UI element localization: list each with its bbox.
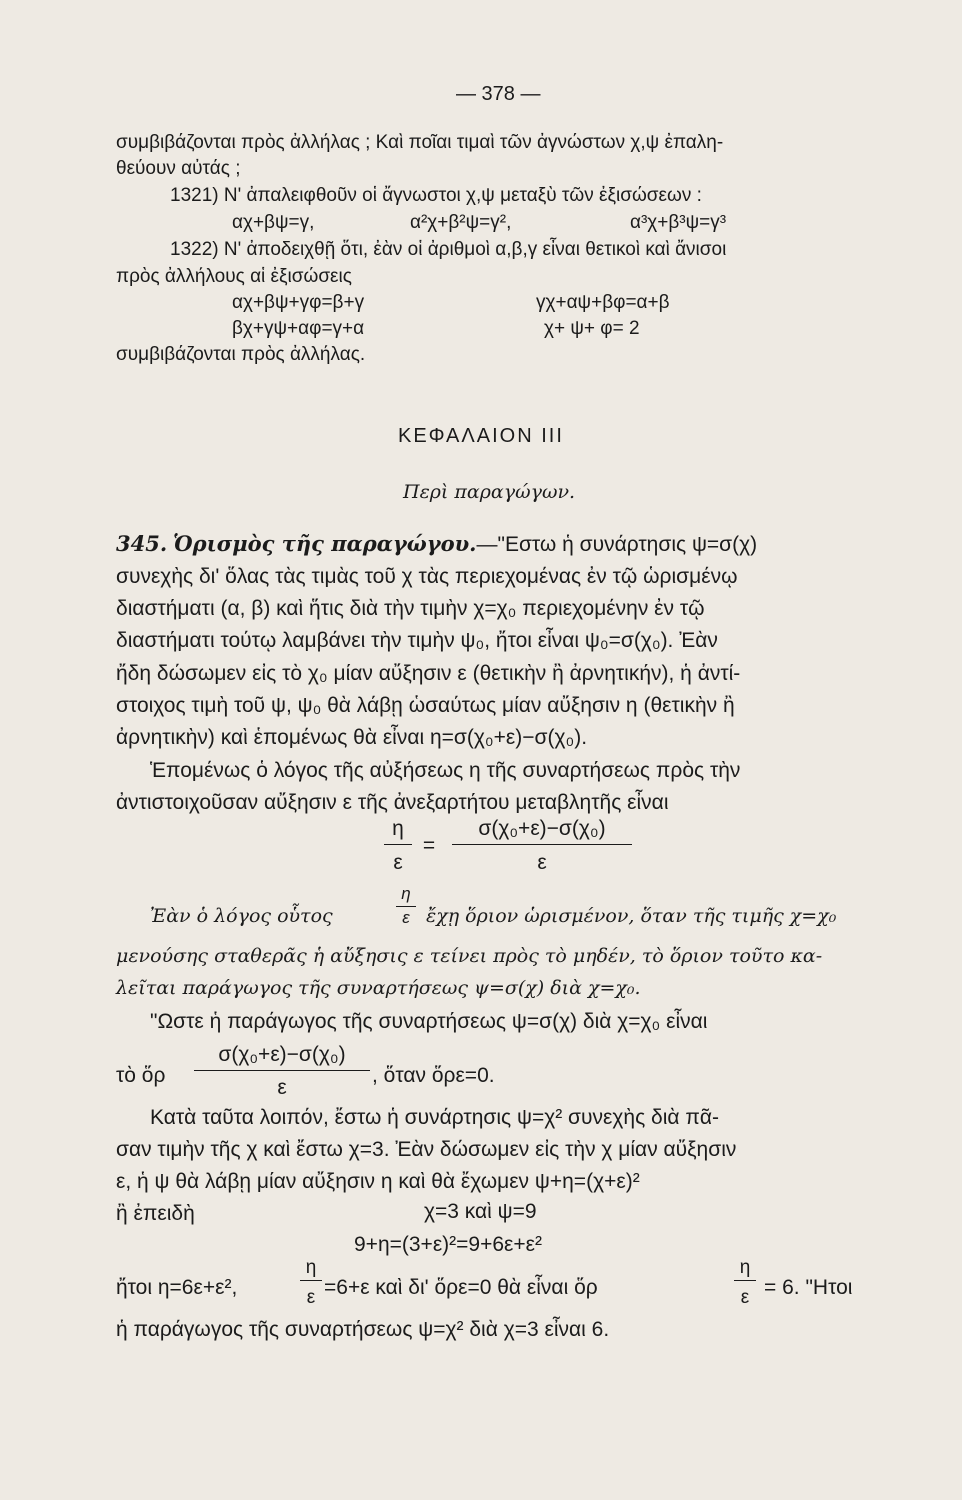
text-line: διαστήματι τούτῳ λαμβάνει τὴν τιμὴν ψ₀, ἤτοι εἶναι ψ₀=σ(χ₀). Ἐὰν: [116, 629, 718, 652]
text-line: διαστήματι (α, β) καὶ ἥτις διὰ τὴν τιμὴν χ=χ₀ περιεχομένην ἐν τῷ: [116, 597, 705, 620]
exercise-1321: 1321) Ν' ἀπαλειφθοῦν οἱ ἄγνωστοι χ,ψ μεταξὺ τῶν ἐξισώσεων :: [170, 185, 702, 206]
text-line: "Ωστε ἡ παράγωγος τῆς συναρτήσεως ψ=σ(χ) διὰ χ=χ₀ εἶναι: [150, 1010, 708, 1033]
fraction-denominator: ε: [402, 908, 410, 927]
text-line: ἢ ἐπειδὴ: [116, 1202, 195, 1225]
equation: αχ+βψ+γφ=β+γ: [232, 292, 365, 313]
fraction-numerator: η: [392, 817, 404, 840]
text-line: =6+ε καὶ δι' ὅρε=0 θὰ εἶναι ὅρ: [324, 1276, 598, 1299]
text-line: = 6. "Ητοι: [764, 1276, 853, 1299]
section-number: 345.: [116, 531, 168, 556]
page-number: — 378 —: [456, 83, 541, 105]
fraction-bar: [452, 844, 632, 845]
fraction-bar: [396, 906, 416, 907]
section-first-line: —"Εστω ἡ συνάρτησις ψ=σ(χ): [476, 533, 758, 556]
fraction-denominator: ε: [277, 1076, 287, 1099]
text-line: τὸ ὅρ: [116, 1064, 166, 1087]
fraction-numerator: η: [305, 1257, 317, 1278]
fraction-denominator: ε: [306, 1287, 316, 1308]
text-line: σαν τιμὴν τῆς χ καὶ ἔστω χ=3. Ἐὰν δώσωμεν εἰς τὴν χ μίαν αὔξησιν: [116, 1138, 737, 1161]
equation: χ+ ψ+ φ= 2: [544, 318, 640, 339]
equals-sign: =: [422, 834, 436, 857]
equation: βχ+γψ+αφ=γ+α: [232, 318, 365, 339]
text-line: συμβιβάζονται πρὸς ἀλλήλας ; Καὶ ποῖαι τιμαὶ τῶν ἀγνώστων χ,ψ ἐπαλη-: [116, 132, 724, 153]
fraction-denominator: ε: [537, 851, 547, 874]
text-line: , ὅταν ὅρε=0.: [372, 1064, 495, 1087]
fraction-bar: [194, 1070, 370, 1071]
text-line: συνεχὴς δι' ὅλας τὰς τιμὰς τοῦ χ τὰς περιεχομένας ἐν τῷ ὡρισμένῳ: [116, 565, 738, 588]
text-line: Κατὰ ταῦτα λοιπόν, ἔστω ἡ συνάρτησις ψ=χ² συνεχὴς διὰ πᾶ-: [150, 1106, 719, 1129]
fraction-bar: [300, 1280, 322, 1281]
equation: α³χ+β³ψ=γ³: [630, 212, 727, 233]
text-line: συμβιβάζονται πρὸς ἀλλήλας.: [116, 344, 366, 365]
fraction-numerator: η: [739, 1257, 751, 1278]
chapter-subtitle: Περὶ παραγώγων.: [403, 481, 576, 503]
fraction-numerator: η: [401, 884, 411, 903]
section-title: Ὁρισμὸς τῆς παραγώγου.: [173, 531, 477, 556]
fraction-numerator: σ(χ₀+ε)−σ(χ₀): [218, 1043, 346, 1066]
italic-line: ἔχῃ ὅριον ὡρισμένον, ὅταν τῆς τιμῆς χ=χ₀: [426, 905, 837, 927]
equation: 9+η=(3+ε)²=9+6ε+ε²: [354, 1233, 543, 1256]
text-line: ἀρνητικὴν) καὶ ἑπομένως θὰ εἶναι η=σ(χ₀+ε)−σ(χ₀).: [116, 726, 588, 749]
text-line: ἀντιστοιχοῦσαν αὔξησιν ε τῆς ἀνεξαρτήτου μεταβλητῆς εἶναι: [116, 791, 669, 814]
text-line: στοιχος τιμὴ τοῦ ψ, ψ₀ θὰ λάβῃ ὡσαύτως μίαν αὔξησιν η (θετικὴν ἢ: [116, 694, 735, 717]
italic-line: Ἐὰν ὁ λόγος οὗτος: [150, 905, 333, 927]
equation: χ=3 καὶ ψ=9: [424, 1200, 537, 1223]
fraction-numerator: σ(χ₀+ε)−σ(χ₀): [478, 817, 606, 840]
text-line: ε, ἡ ψ θὰ λάβῃ μίαν αὔξησιν η καὶ θὰ ἔχωμεν ψ+η=(χ+ε)²: [116, 1170, 640, 1193]
italic-line: λεῖται παράγωγος τῆς συναρτήσεως ψ=σ(χ) διὰ χ=χ₀.: [116, 977, 641, 999]
text-line: ἤτοι η=6ε+ε²,: [116, 1276, 238, 1299]
chapter-title: ΚΕΦΑΛΑΙΟΝ III: [398, 425, 564, 447]
text-line: Ἑπομένως ὁ λόγος τῆς αὐξήσεως η τῆς συναρτήσεως πρὸς τὴν: [150, 759, 741, 782]
equation: α²χ+β²ψ=γ²,: [410, 212, 512, 233]
text-line: ἡ παράγωγος τῆς συναρτήσεως ψ=χ² διὰ χ=3 εἶναι 6.: [116, 1318, 610, 1341]
fraction-bar: [734, 1280, 756, 1281]
text-line: θεύουν αὐτάς ;: [116, 158, 241, 179]
equation: αχ+βψ=γ,: [232, 212, 315, 233]
equation: γχ+αψ+βφ=α+β: [536, 292, 670, 313]
fraction-bar: [384, 844, 412, 845]
section-heading: [116, 530, 757, 559]
text-line: πρὸς ἀλλήλους αἱ ἐξισώσεις: [116, 266, 352, 287]
exercise-1322: 1322) Ν' ἀποδειχθῇ ὅτι, ἐὰν οἱ ἀριθμοὶ α,β,γ εἶναι θετικοὶ καὶ ἄνισοι: [170, 239, 727, 260]
fraction-denominator: ε: [740, 1287, 750, 1308]
fraction-denominator: ε: [393, 851, 403, 874]
text-line: ἤδη δώσωμεν εἰς τὸ χ₀ μίαν αὔξησιν ε (θετικὴν ἢ ἀρνητικήν), ἡ ἀντί-: [116, 662, 741, 685]
italic-line: μενούσης σταθερᾶς ἡ αὔξησις ε τείνει πρὸς τὸ μηδέν, τὸ ὅριον τοῦτο κα-: [116, 945, 823, 967]
